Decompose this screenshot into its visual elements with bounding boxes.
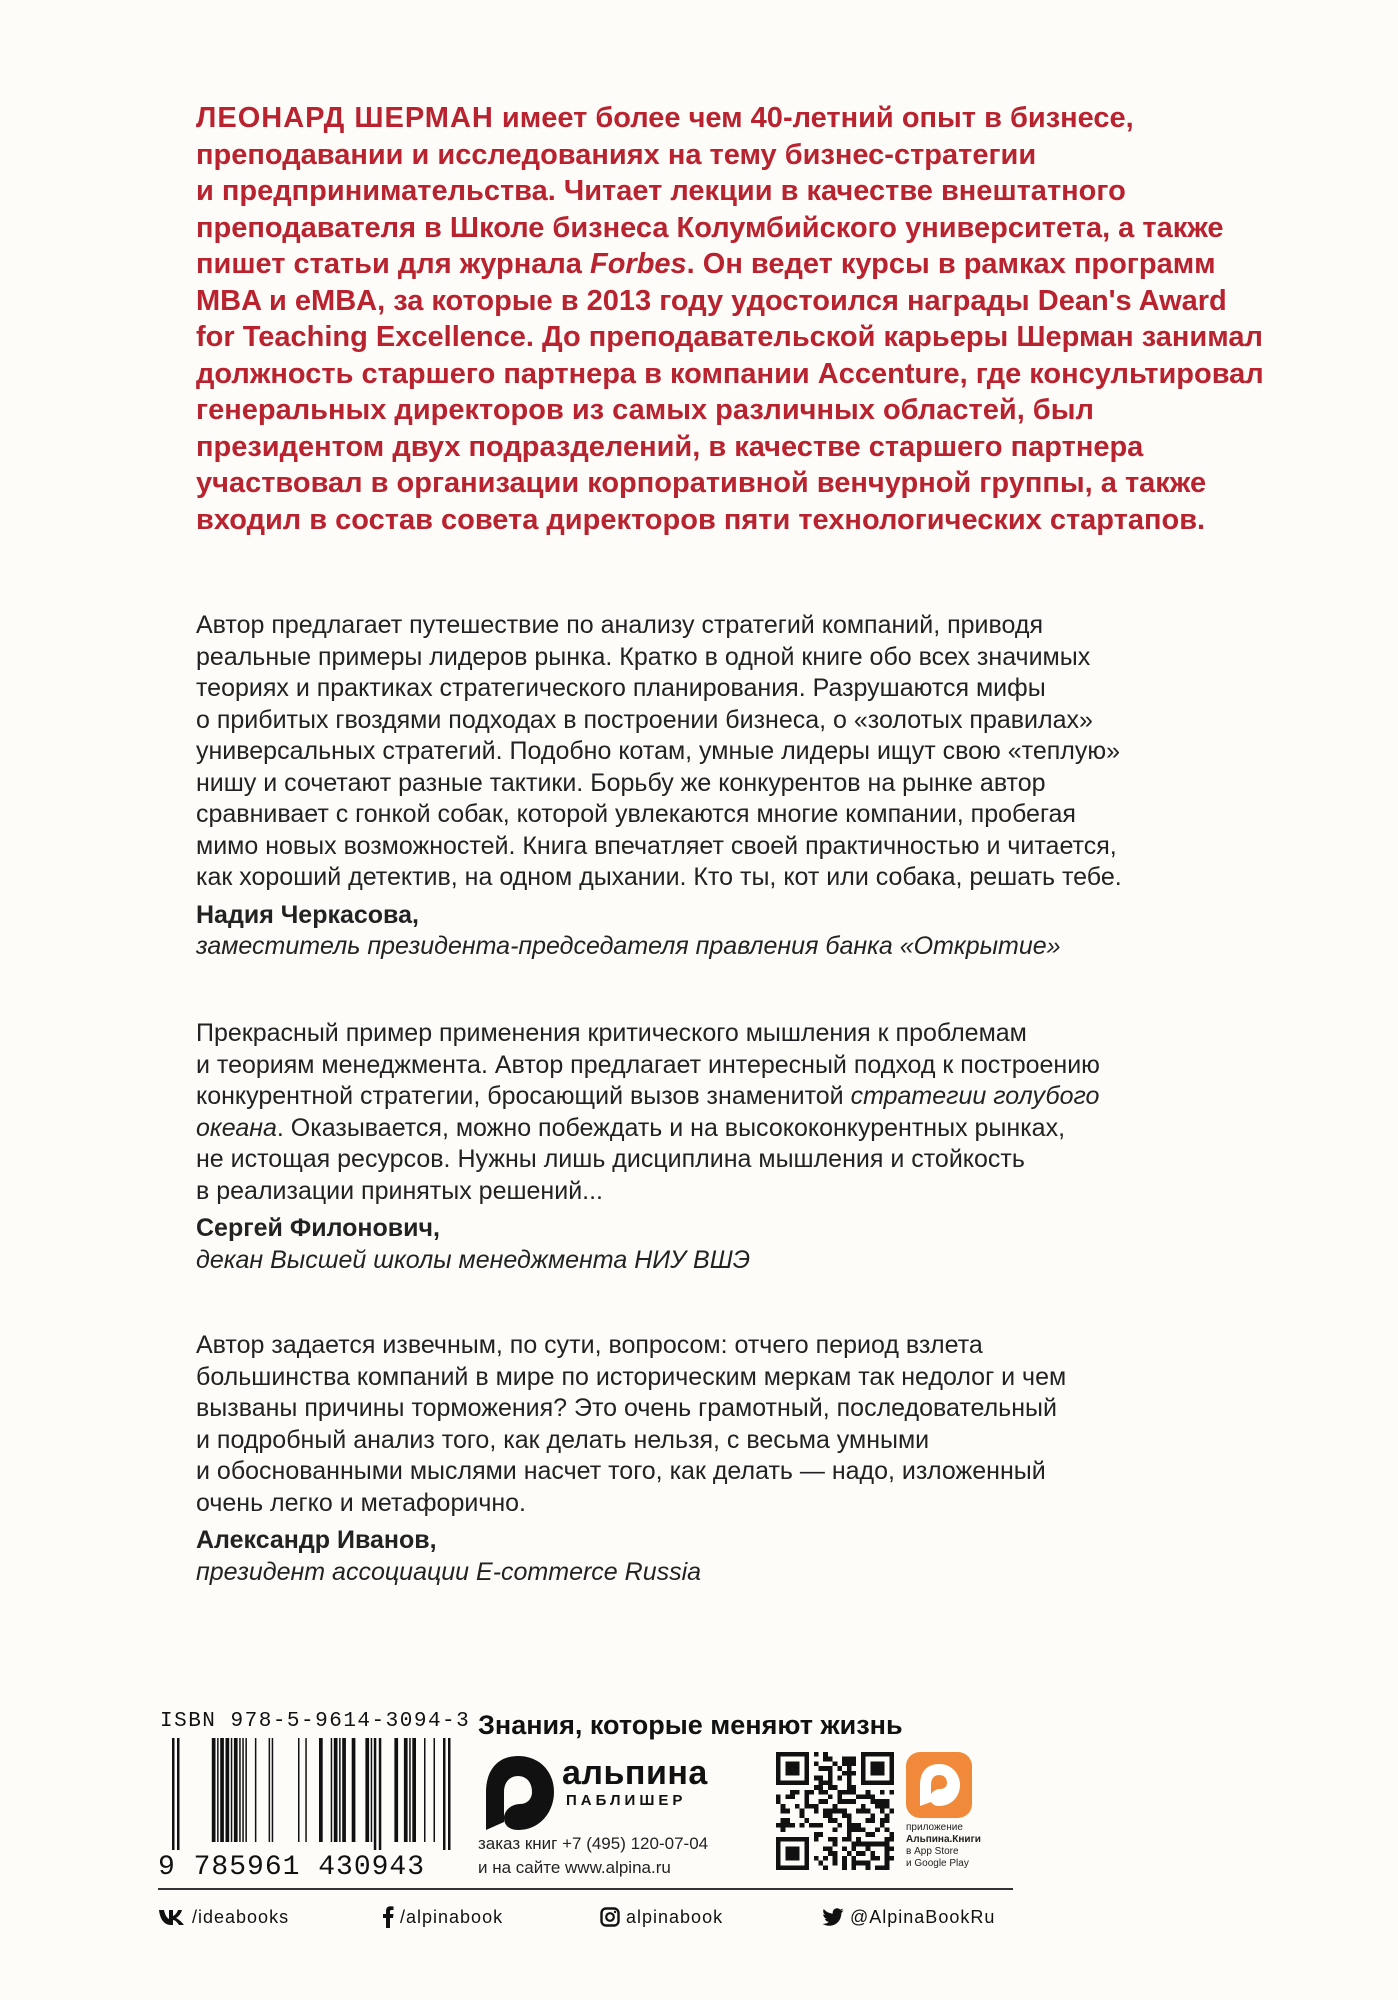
qr-module: [837, 1823, 842, 1828]
barcode-bar: [172, 1738, 175, 1850]
qr-module: [828, 1809, 833, 1814]
qr-module: [804, 1790, 809, 1795]
qr-module: [842, 1761, 847, 1766]
qr-module: [880, 1865, 885, 1870]
qr-module: [889, 1837, 894, 1842]
qr-module: [880, 1804, 885, 1809]
qr-module: [833, 1837, 838, 1842]
qr-module: [809, 1804, 814, 1809]
qr-module: [880, 1842, 885, 1847]
review-text: Прекрасный пример применения критического мышления к проблемам и теориям менеджмента. Автор предлагает интересный подход к построению конкурентной стратегии, бросающий вызов знаменитой стратегии голубого океана. Оказывается, можно побеждать и на высококонкурентных рынках, не истощая ресурсов. Нужны лишь дисциплина мышления и стойкость в реализации принятых решений...: [196, 1019, 1100, 1205]
qr-module: [847, 1790, 852, 1795]
vk-icon: [158, 1908, 186, 1926]
forbes-title: Forbes: [589, 248, 687, 280]
qr-module: [856, 1861, 861, 1866]
social-facebook[interactable]: [382, 1904, 503, 1930]
qr-module: [804, 1794, 809, 1799]
barcode-bar: [443, 1738, 446, 1850]
qr-module: [852, 1790, 857, 1795]
reviewer-name: Сергей Филонович,: [196, 1214, 440, 1242]
app-info: приложение Альпина.Книги в App Store и Google Play: [906, 1822, 981, 1869]
qr-module: [866, 1832, 871, 1837]
qr-module: [866, 1818, 871, 1823]
barcode-bar: [272, 1738, 274, 1842]
qr-module: [818, 1790, 823, 1795]
qr-finder: [804, 1837, 809, 1870]
qr-module: [833, 1809, 838, 1814]
barcode-bar: [298, 1738, 300, 1842]
qr-module: [814, 1761, 819, 1766]
barcode-bar: [334, 1738, 338, 1842]
qr-module: [861, 1851, 866, 1856]
qr-module: [785, 1823, 790, 1828]
qr-module: [852, 1823, 857, 1828]
qr-module: [814, 1856, 819, 1861]
qr-finder: [776, 1752, 781, 1785]
qr-module: [837, 1776, 842, 1781]
qr-module: [847, 1813, 852, 1818]
barcode-bar: [177, 1738, 180, 1850]
qr-module: [842, 1813, 847, 1818]
qr-module: [852, 1771, 857, 1776]
qr-module: [833, 1761, 838, 1766]
ean-digits: 9 785961 430943: [158, 1852, 426, 1883]
reviewer-role: президент ассоциации E-commerce Russia: [196, 1557, 702, 1586]
qr-module: [828, 1771, 833, 1776]
qr-module: [889, 1809, 894, 1814]
qr-module: [885, 1828, 890, 1833]
qr-module: [823, 1766, 828, 1771]
qr-module: [833, 1842, 838, 1847]
qr-module: [800, 1813, 805, 1818]
barcode-bar: [305, 1738, 307, 1842]
qr-module: [823, 1865, 828, 1870]
review-text: Автор предлагает путешествие по анализу стратегий компаний, приводя реальные примеры лидеров рынка. Кратко в одной книге обо всех значимых теориях и практиках стратегического планирования. Разрушаются мифы о прибитых гвоздями подходах в построении бизнеса, о «золотых правилах» универсальных стратегий. Подобно котам, умные лидеры ищут свою «теплую» нишу и сочетают разные тактики. Борьбу же конкурентов на рынке автор сравнивает с гонкой собак, которой увлекаются многие компании, пробегая мимо новых возможностей. Книга впечатляет своей практичностью и читается, как хороший детектив, на одном дыхании. Кто ты, кот или собака, решать тебе.: [196, 611, 1122, 891]
order-website: и на сайте www.alpina.ru: [478, 1858, 671, 1877]
qr-module: [852, 1785, 857, 1790]
barcode-bar: [409, 1738, 411, 1842]
qr-module: [833, 1856, 838, 1861]
qr-module: [776, 1794, 781, 1799]
qr-finder: [776, 1837, 809, 1842]
footer-divider: [158, 1888, 1013, 1890]
qr-module: [837, 1790, 842, 1795]
review-ivanov: [196, 1330, 1236, 1588]
qr-module: [885, 1846, 890, 1851]
qr-module: [842, 1856, 847, 1861]
qr-module: [852, 1828, 857, 1833]
qr-module: [875, 1856, 880, 1861]
qr-module: [842, 1799, 847, 1804]
publisher-subname: ПАБЛИШЕР: [566, 1792, 687, 1809]
qr-module: [847, 1776, 852, 1781]
qr-module: [828, 1846, 833, 1851]
reviewer-role: декан Высшей школы менеджмента НИУ ВШЭ: [196, 1245, 751, 1274]
qr-finder: [861, 1780, 894, 1785]
barcode-bar: [269, 1738, 271, 1842]
qr-module: [861, 1861, 866, 1866]
social-vk[interactable]: [158, 1904, 289, 1930]
qr-module: [870, 1799, 875, 1804]
author-bio: ЛЕОНАРД ШЕРМАН имеет более чем 40-летний опыт в бизнесе, преподавании и исследованиях на тему бизнес-стратегии и предпринимательства. Читает лекции в качестве внештатного преподавателя в Школе бизнеса Колумбийского университета, а также пишет статьи для журнала Forbes. Он ведет курсы в рамках программ MBA и eMBA, за которые в 2013 году удостоился награды Dean's Award for Teaching Excellence. До преподавательской карьеры Шерман занимал должность старшего партнера в компании Accenture, где консультировал генеральных директоров из самых различных областей, был президентом двух подразделений, в качестве старшего партнера участвовал в организации корпоративной венчурной группы, а также входил в состав совета директоров пяти технологических стартапов.: [196, 102, 1264, 536]
qr-finder: [785, 1846, 799, 1860]
qr-module: [828, 1818, 833, 1823]
qr-module: [861, 1804, 866, 1809]
qr-module: [804, 1804, 809, 1809]
qr-module: [833, 1785, 838, 1790]
qr-module: [818, 1832, 823, 1837]
qr-module: [847, 1823, 852, 1828]
qr-finder: [861, 1752, 866, 1785]
qr-module: [823, 1856, 828, 1861]
qr-finder: [776, 1752, 809, 1757]
qr-module: [875, 1799, 880, 1804]
qr-module: [800, 1823, 805, 1828]
qr-module: [837, 1794, 842, 1799]
qr-module: [814, 1776, 819, 1781]
qr-module: [880, 1790, 885, 1795]
isbn-label: ISBN 978-5-9614-3094-3: [160, 1710, 471, 1733]
qr-module: [842, 1757, 847, 1762]
qr-module: [856, 1837, 861, 1842]
qr-module: [828, 1851, 833, 1856]
qr-finder: [804, 1752, 809, 1785]
qr-module: [856, 1842, 861, 1847]
qr-module: [880, 1818, 885, 1823]
review-cherkasova: [196, 610, 1236, 963]
barcode-bar: [404, 1738, 408, 1842]
barcode-bar: [239, 1738, 241, 1842]
social-twitter[interactable]: [822, 1904, 995, 1930]
barcode: [158, 1738, 454, 1852]
qr-module: [790, 1794, 795, 1799]
qr-module: [870, 1851, 875, 1856]
barcode-bar: [234, 1738, 238, 1842]
qr-module: [847, 1832, 852, 1837]
qr-module: [818, 1861, 823, 1866]
review-text: Автор задается извечным, по сути, вопросом: отчего период взлета большинства компаний в мире по историческим меркам так недолог и чем вызваны причины торможения? Это очень грамотный, последовательный и подробный анализ того, как делать нельзя, с весьма умными и обоснованными мыслями насчет того, как делать — надо, изложенный очень легко и метафорично.: [196, 1331, 1067, 1517]
qr-module: [828, 1766, 833, 1771]
qr-module: [875, 1842, 880, 1847]
qr-module: [814, 1832, 819, 1837]
barcode-bar: [242, 1738, 244, 1842]
qr-module: [776, 1823, 781, 1828]
qr-module: [885, 1865, 890, 1870]
qr-module: [837, 1799, 842, 1804]
qr-module: [861, 1794, 866, 1799]
qr-module: [818, 1785, 823, 1790]
qr-module: [847, 1799, 852, 1804]
qr-module: [856, 1823, 861, 1828]
qr-module: [823, 1799, 828, 1804]
qr-module: [828, 1776, 833, 1781]
qr-module: [856, 1851, 861, 1856]
qr-finder: [776, 1865, 809, 1870]
qr-module: [823, 1813, 828, 1818]
qr-module: [885, 1851, 890, 1856]
qr-module: [885, 1837, 890, 1842]
qr-module: [842, 1865, 847, 1870]
qr-finder: [776, 1837, 781, 1870]
barcode-bar: [212, 1738, 216, 1842]
qr-module: [814, 1804, 819, 1809]
qr-module: [870, 1813, 875, 1818]
qr-finder: [870, 1761, 884, 1775]
twitter-handle: @AlpinaBookRu: [850, 1906, 996, 1927]
qr-module: [847, 1757, 852, 1762]
qr-module: [870, 1856, 875, 1861]
qr-module: [833, 1851, 838, 1856]
qr-module: [842, 1846, 847, 1851]
qr-module: [785, 1818, 790, 1823]
barcode-bar: [365, 1738, 369, 1842]
qr-module: [781, 1828, 786, 1833]
vk-handle: /ideabooks: [192, 1906, 290, 1927]
qr-module: [870, 1832, 875, 1837]
qr-module: [781, 1818, 786, 1823]
qr-module: [818, 1799, 823, 1804]
qr-finder: [861, 1752, 894, 1757]
qr-module: [885, 1818, 890, 1823]
qr-module: [790, 1823, 795, 1828]
qr-module: [804, 1818, 809, 1823]
qr-module: [818, 1766, 823, 1771]
qr-module: [828, 1757, 833, 1762]
barcode-bar: [220, 1738, 224, 1842]
qr-module: [781, 1804, 786, 1809]
publisher-tagline: Знания, которые меняют жизнь: [478, 1710, 903, 1740]
reviewer-role: заместитель президента-председателя правления банка «Открытие»: [196, 932, 1061, 960]
qr-module: [823, 1757, 828, 1762]
qr-module: [842, 1771, 847, 1776]
qr-module: [852, 1846, 857, 1851]
barcode-bar: [379, 1738, 382, 1850]
qr-module: [885, 1856, 890, 1861]
qr-module: [809, 1823, 814, 1828]
qr-module: [847, 1851, 852, 1856]
qr-module: [889, 1790, 894, 1795]
instagram-icon: [600, 1907, 620, 1927]
qr-module: [889, 1832, 894, 1837]
qr-module: [785, 1794, 790, 1799]
qr-module: [866, 1846, 871, 1851]
qr-module: [823, 1780, 828, 1785]
qr-module: [776, 1799, 781, 1804]
qr-module: [814, 1823, 819, 1828]
qr-module: [880, 1809, 885, 1814]
qr-module: [847, 1828, 852, 1833]
alpina-logo-icon: [478, 1752, 558, 1834]
qr-module: [861, 1828, 866, 1833]
barcode-bar: [394, 1738, 398, 1842]
qr-module: [823, 1790, 828, 1795]
order-info: [478, 1832, 708, 1880]
qr-module: [866, 1865, 871, 1870]
barcode-bar: [319, 1738, 323, 1842]
qr-module: [814, 1837, 819, 1842]
qr-module: [814, 1809, 819, 1814]
facebook-handle: /alpinabook: [400, 1906, 504, 1927]
qr-module: [861, 1842, 866, 1847]
qr-module: [875, 1804, 880, 1809]
qr-module: [856, 1828, 861, 1833]
qr-module: [847, 1771, 852, 1776]
qr-module: [804, 1799, 809, 1804]
qr-module: [828, 1813, 833, 1818]
barcode-bar: [255, 1738, 257, 1842]
barcode-bar: [245, 1738, 247, 1842]
qr-module: [866, 1790, 871, 1795]
barcode-bar: [371, 1738, 373, 1842]
qr-module: [847, 1766, 852, 1771]
review-signature: [196, 1525, 1236, 1588]
qr-code[interactable]: [776, 1752, 894, 1870]
qr-module: [852, 1761, 857, 1766]
qr-module: [856, 1794, 861, 1799]
barcode-bar: [217, 1738, 219, 1842]
qr-module: [866, 1794, 871, 1799]
qr-module: [852, 1757, 857, 1762]
qr-module: [800, 1809, 805, 1814]
barcode-bar: [448, 1738, 451, 1850]
publisher-name: альпина: [562, 1754, 708, 1792]
barcode-bar: [412, 1738, 416, 1842]
qr-module: [828, 1794, 833, 1799]
qr-module: [870, 1842, 875, 1847]
qr-module: [823, 1809, 828, 1814]
qr-module: [837, 1766, 842, 1771]
qr-module: [828, 1837, 833, 1842]
qr-module: [814, 1752, 819, 1757]
barcode-bar: [339, 1738, 341, 1842]
qr-module: [885, 1861, 890, 1866]
order-phone: заказ книг +7 (495) 120-07-04: [478, 1834, 709, 1853]
qr-module: [833, 1818, 838, 1823]
twitter-icon: [822, 1908, 844, 1926]
qr-module: [885, 1804, 890, 1809]
qr-finder: [889, 1752, 894, 1785]
qr-module: [880, 1799, 885, 1804]
barcode-bar: [226, 1738, 230, 1842]
qr-module: [866, 1861, 871, 1866]
qr-module: [852, 1842, 857, 1847]
qr-module: [885, 1842, 890, 1847]
alpina-app-icon: [906, 1752, 972, 1818]
barcode-bar: [424, 1738, 426, 1842]
qr-module: [795, 1790, 800, 1795]
qr-module: [833, 1804, 838, 1809]
barcode-bar: [231, 1738, 233, 1842]
qr-module: [823, 1846, 828, 1851]
qr-module: [852, 1865, 857, 1870]
review-filonovich: [196, 1018, 1236, 1276]
qr-module: [842, 1861, 847, 1866]
qr-finder: [785, 1761, 799, 1775]
qr-module: [885, 1799, 890, 1804]
author-name: ЛЕОНАРД ШЕРМАН: [196, 102, 494, 134]
qr-module: [828, 1780, 833, 1785]
qr-module: [852, 1861, 857, 1866]
qr-module: [861, 1809, 866, 1814]
reviewer-name: Надия Черкасова,: [196, 900, 419, 929]
barcode-bar: [352, 1738, 356, 1842]
instagram-handle: alpinabook: [626, 1906, 724, 1927]
review-signature: [196, 900, 1236, 963]
qr-module: [889, 1856, 894, 1861]
qr-module: [847, 1818, 852, 1823]
qr-finder: [776, 1780, 809, 1785]
qr-module: [875, 1865, 880, 1870]
qr-module: [847, 1780, 852, 1785]
qr-module: [785, 1809, 790, 1814]
qr-module: [870, 1818, 875, 1823]
qr-module: [852, 1799, 857, 1804]
qr-module: [809, 1790, 814, 1795]
qr-module: [889, 1846, 894, 1851]
qr-module: [790, 1790, 795, 1795]
qr-module: [866, 1842, 871, 1847]
qr-module: [814, 1785, 819, 1790]
qr-module: [818, 1776, 823, 1781]
reviewer-name: Александр Иванов,: [196, 1526, 437, 1554]
review-signature: [196, 1213, 1236, 1276]
qr-module: [842, 1790, 847, 1795]
barcode-bar: [331, 1738, 333, 1842]
qr-module: [875, 1828, 880, 1833]
barcode-bar: [342, 1738, 346, 1842]
facebook-icon: [382, 1906, 394, 1928]
qr-module: [837, 1809, 842, 1814]
qr-module: [856, 1809, 861, 1814]
qr-module: [880, 1823, 885, 1828]
qr-module: [842, 1837, 847, 1842]
barcode-bar: [374, 1738, 377, 1850]
qr-module: [870, 1794, 875, 1799]
qr-module: [847, 1837, 852, 1842]
qr-module: [818, 1780, 823, 1785]
qr-module: [795, 1804, 800, 1809]
qr-module: [781, 1809, 786, 1814]
barcode-bar: [434, 1738, 436, 1842]
app-icon[interactable]: [906, 1752, 972, 1818]
qr-module: [828, 1785, 833, 1790]
qr-module: [833, 1828, 838, 1833]
qr-module: [885, 1813, 890, 1818]
qr-module: [847, 1761, 852, 1766]
qr-module: [847, 1785, 852, 1790]
qr-module: [866, 1809, 871, 1814]
social-instagram[interactable]: [600, 1904, 723, 1930]
qr-module: [833, 1861, 838, 1866]
qr-module: [823, 1752, 828, 1757]
qr-module: [781, 1823, 786, 1828]
qr-module: [842, 1809, 847, 1814]
qr-module: [852, 1856, 857, 1861]
qr-module: [818, 1823, 823, 1828]
